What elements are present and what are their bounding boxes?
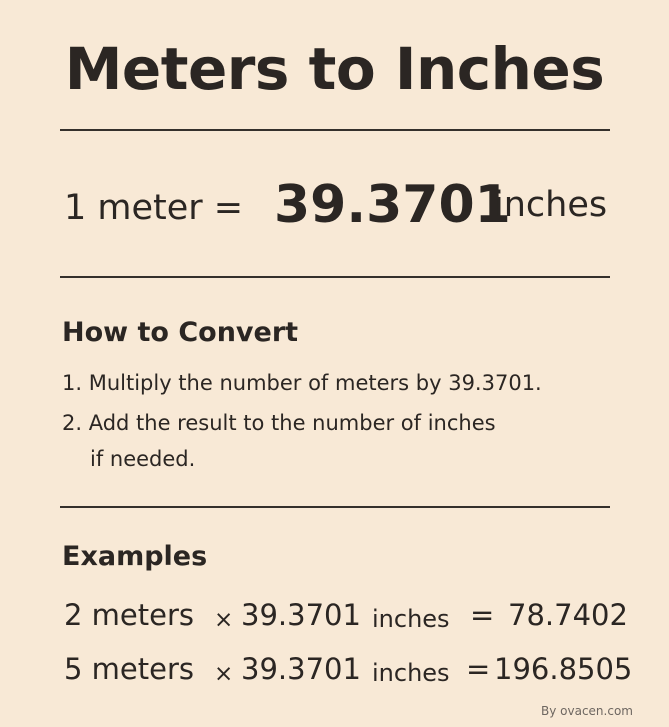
credit-text: By ovacen.com bbox=[541, 704, 633, 718]
equation-value: 39.3701 bbox=[274, 175, 511, 235]
equals-sign: = bbox=[470, 598, 495, 632]
example-1-unit: inches bbox=[372, 605, 450, 633]
equation-lhs: 1 meter = bbox=[64, 188, 244, 228]
how-to-step-2-continued: if needed. bbox=[90, 447, 196, 471]
page-title: Meters to Inches bbox=[64, 35, 605, 103]
example-2-factor: 39.3701 bbox=[241, 652, 361, 686]
how-to-step-2: 2. Add the result to the number of inches bbox=[62, 411, 496, 435]
example-2-result: 196.8505 bbox=[494, 652, 633, 686]
divider-bottom bbox=[60, 506, 610, 508]
multiply-sign: × bbox=[214, 607, 234, 633]
example-2-unit: inches bbox=[372, 659, 450, 687]
how-to-step-1: 1. Multiply the number of meters by 39.3701. bbox=[62, 371, 542, 395]
example-2-meters: 5 meters bbox=[64, 652, 195, 686]
equation-unit: inches bbox=[494, 185, 608, 225]
example-1-result: 78.7402 bbox=[508, 598, 628, 632]
multiply-sign: × bbox=[214, 661, 234, 687]
how-to-heading: How to Convert bbox=[62, 317, 299, 348]
example-1-factor: 39.3701 bbox=[241, 598, 361, 632]
example-1-meters: 2 meters bbox=[64, 598, 195, 632]
divider-top bbox=[60, 129, 610, 131]
examples-heading: Examples bbox=[62, 541, 208, 572]
divider-middle bbox=[60, 276, 610, 278]
equals-sign: = bbox=[466, 652, 491, 686]
